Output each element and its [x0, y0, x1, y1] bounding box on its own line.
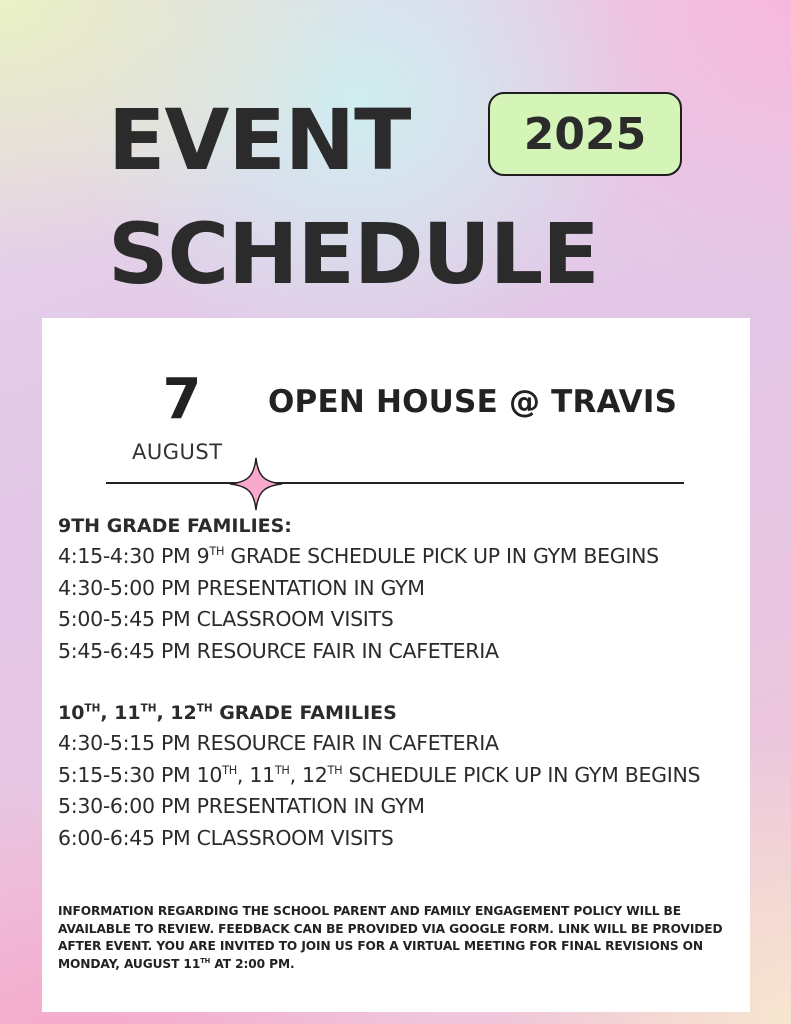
ninth-grade-heading: 9TH GRADE FAMILIES: [58, 515, 292, 537]
divider-line [106, 482, 684, 484]
event-name: OPEN HOUSE @ TRAVIS [268, 384, 678, 420]
schedule-row: 5:30-6:00 PM PRESENTATION IN GYM [58, 794, 425, 818]
schedule-row: 5:45-6:45 PM RESOURCE FAIR IN CAFETERIA [58, 638, 499, 663]
upper-grades-heading: 10TH, 11TH, 12TH GRADE FAMILIES [58, 702, 397, 724]
ninth-grade-section [58, 511, 758, 667]
event-month: AUGUST [132, 440, 223, 464]
event-day: 7 [162, 367, 202, 432]
title-schedule: SCHEDULE [108, 205, 599, 303]
schedule-row: 4:30-5:15 PM RESOURCE FAIR IN CAFETERIA [58, 731, 499, 755]
schedule-row: 4:15-4:30 PM 9TH GRADE SCHEDULE PICK UP IN GYM BEGINS [58, 544, 659, 568]
year-badge: 2025 [488, 92, 682, 176]
policy-note: INFORMATION REGARDING THE SCHOOL PARENT AND FAMILY ENGAGEMENT POLICY WILL BE AVAILABLE TO REVIEW. FEEDBACK CAN BE PROVIDED VIA GOOGLE FORM. LINK WILL BE PROVIDED AFTER EVENT. YOU ARE INVITED TO JOIN US FOR A VIRTUAL MEETING FOR FINAL REVISIONS ON MONDAY, AUGUST 11TH AT 2:00 PM. [58, 904, 723, 971]
schedule-row: 5:00-5:45 PM CLASSROOM VISITS [58, 607, 394, 631]
title-event: EVENT [108, 91, 411, 189]
schedule-row: 6:00-6:45 PM CLASSROOM VISITS [58, 825, 394, 850]
sparkle-icon [228, 456, 284, 512]
upper-grades-section [58, 698, 758, 854]
schedule-row: 4:30-5:00 PM PRESENTATION IN GYM [58, 575, 425, 600]
schedule-row: 5:15-5:30 PM 10TH, 11TH, 12TH SCHEDULE PICK UP IN GYM BEGINS [58, 762, 701, 787]
